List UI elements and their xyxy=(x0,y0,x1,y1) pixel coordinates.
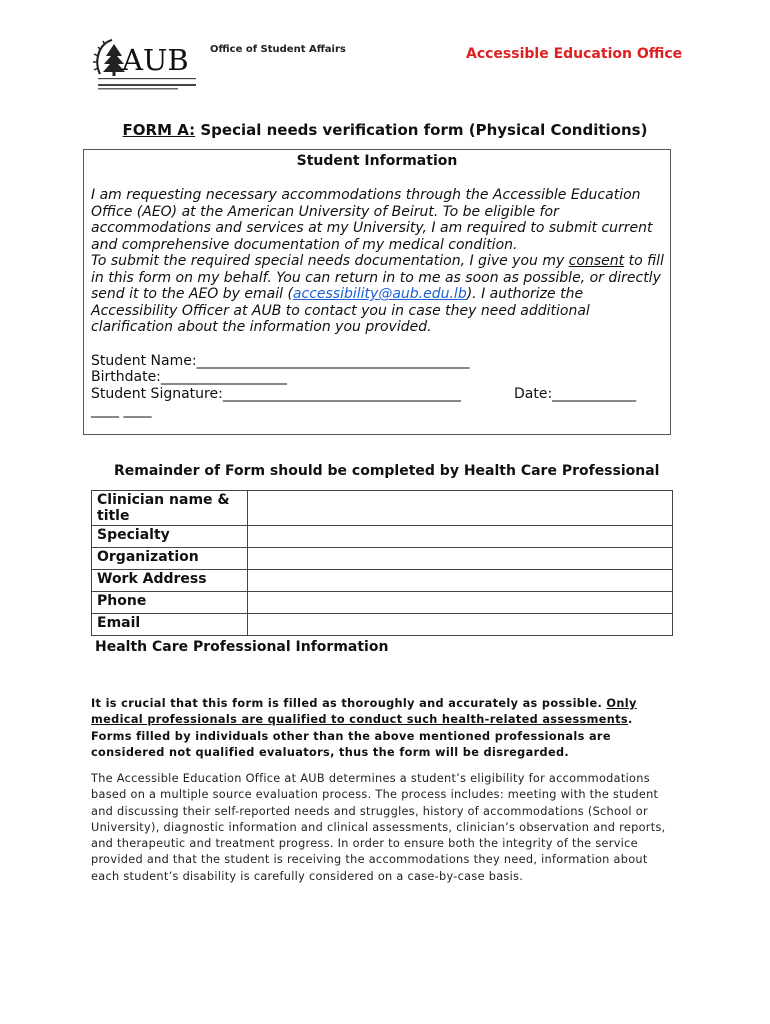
email-link[interactable]: accessibility@aub.edu.lb xyxy=(292,286,467,302)
clinician-name-input[interactable] xyxy=(248,491,673,526)
remainder-heading: Remainder of Form should be completed by Health Care Professional xyxy=(114,463,660,479)
clinician-name-label: Clinician name & title xyxy=(92,491,248,526)
table-row xyxy=(92,614,673,636)
email-input[interactable] xyxy=(248,614,673,636)
consent-text-1: To submit the required special needs documentation, I give you my xyxy=(91,253,569,269)
consent-text-2: to fill in this form on my behalf. You can return in to me as soon as possible, or directly send it to the AEO by email ( xyxy=(91,253,664,302)
organization-input[interactable] xyxy=(248,548,673,570)
crucial-text-1: It is crucial that this form is filled as thoroughly and accurately as possible. xyxy=(91,697,607,710)
table-row xyxy=(92,592,673,614)
process-description: The Accessible Education Office at AUB determines a student’s eligibility for accommodations based on a multiple source evaluation process. The process includes: meeting with the student and discussing their self-reported needs and struggles, history of accommodations (School or University), diagnostic information and clinical assessments, clinician’s observation and reports, and therapeutic and treatment progress. In order to ensure both the integrity of the service provided and that the student is receiving the accommodations they need, information about each student’s disability is carefully considered on a case-by-case basis. xyxy=(91,772,666,883)
date-field[interactable]: Date:____________ xyxy=(514,386,637,402)
table-row xyxy=(92,526,673,548)
request-paragraph: I am requesting necessary accommodations through the Accessible Education Office (AEO) at the American University of Beirut. To be eligible for accommodations and services at my University, I am required to submit current and comprehensive documentation of my medical condition. xyxy=(91,187,653,253)
birthdate-field[interactable]: Birthdate:__________________ xyxy=(91,369,287,385)
health-care-professional-info-heading: Health Care Professional Information xyxy=(95,639,389,655)
clinician-table xyxy=(91,490,673,636)
form-title-rest: Special needs verification form (Physical Conditions) xyxy=(195,121,648,139)
specialty-input[interactable] xyxy=(248,526,673,548)
consent-paragraph xyxy=(91,253,666,336)
student-signature-field[interactable]: Student Signature:__________________________________ xyxy=(91,386,461,402)
consent-word: consent xyxy=(568,253,625,269)
form-title-prefix: FORM A: xyxy=(122,121,196,139)
phone-label: Phone xyxy=(92,592,248,614)
table-row xyxy=(92,570,673,592)
table-row xyxy=(92,491,673,526)
office-of-student-affairs: Office of Student Affairs xyxy=(210,44,346,55)
organization-label: Organization xyxy=(92,548,248,570)
phone-input[interactable] xyxy=(248,592,673,614)
crucial-underlined: Only medical professionals are qualified to conduct such health-related assessments xyxy=(91,697,637,727)
svg-text:AUB: AUB xyxy=(122,43,189,77)
work-address-label: Work Address xyxy=(92,570,248,592)
student-information-heading: Student Information xyxy=(296,153,458,169)
accessible-education-office-title: Accessible Education Office xyxy=(466,46,683,62)
specialty-label: Specialty xyxy=(92,526,248,548)
consent-text-3: ). I authorize the Accessibility Officer at AUB to contact you in case they need additional clarification about the information you provided. xyxy=(91,286,590,335)
student-information-box xyxy=(83,149,671,435)
student-name-field[interactable]: Student Name:_______________________________________ xyxy=(91,353,470,369)
form-title xyxy=(0,121,770,139)
aub-logo-graphic xyxy=(92,34,202,90)
signature-line-tail: ____ ____ xyxy=(91,402,152,418)
work-address-input[interactable] xyxy=(248,570,673,592)
crucial-notice xyxy=(91,696,676,762)
crucial-text-2: . Forms filled by individuals other than the above mentioned professionals are considered not qualified evaluators, thus the form will be disregarded. xyxy=(91,713,633,760)
table-row xyxy=(92,548,673,570)
aub-logo xyxy=(92,34,202,90)
email-label: Email xyxy=(92,614,248,636)
